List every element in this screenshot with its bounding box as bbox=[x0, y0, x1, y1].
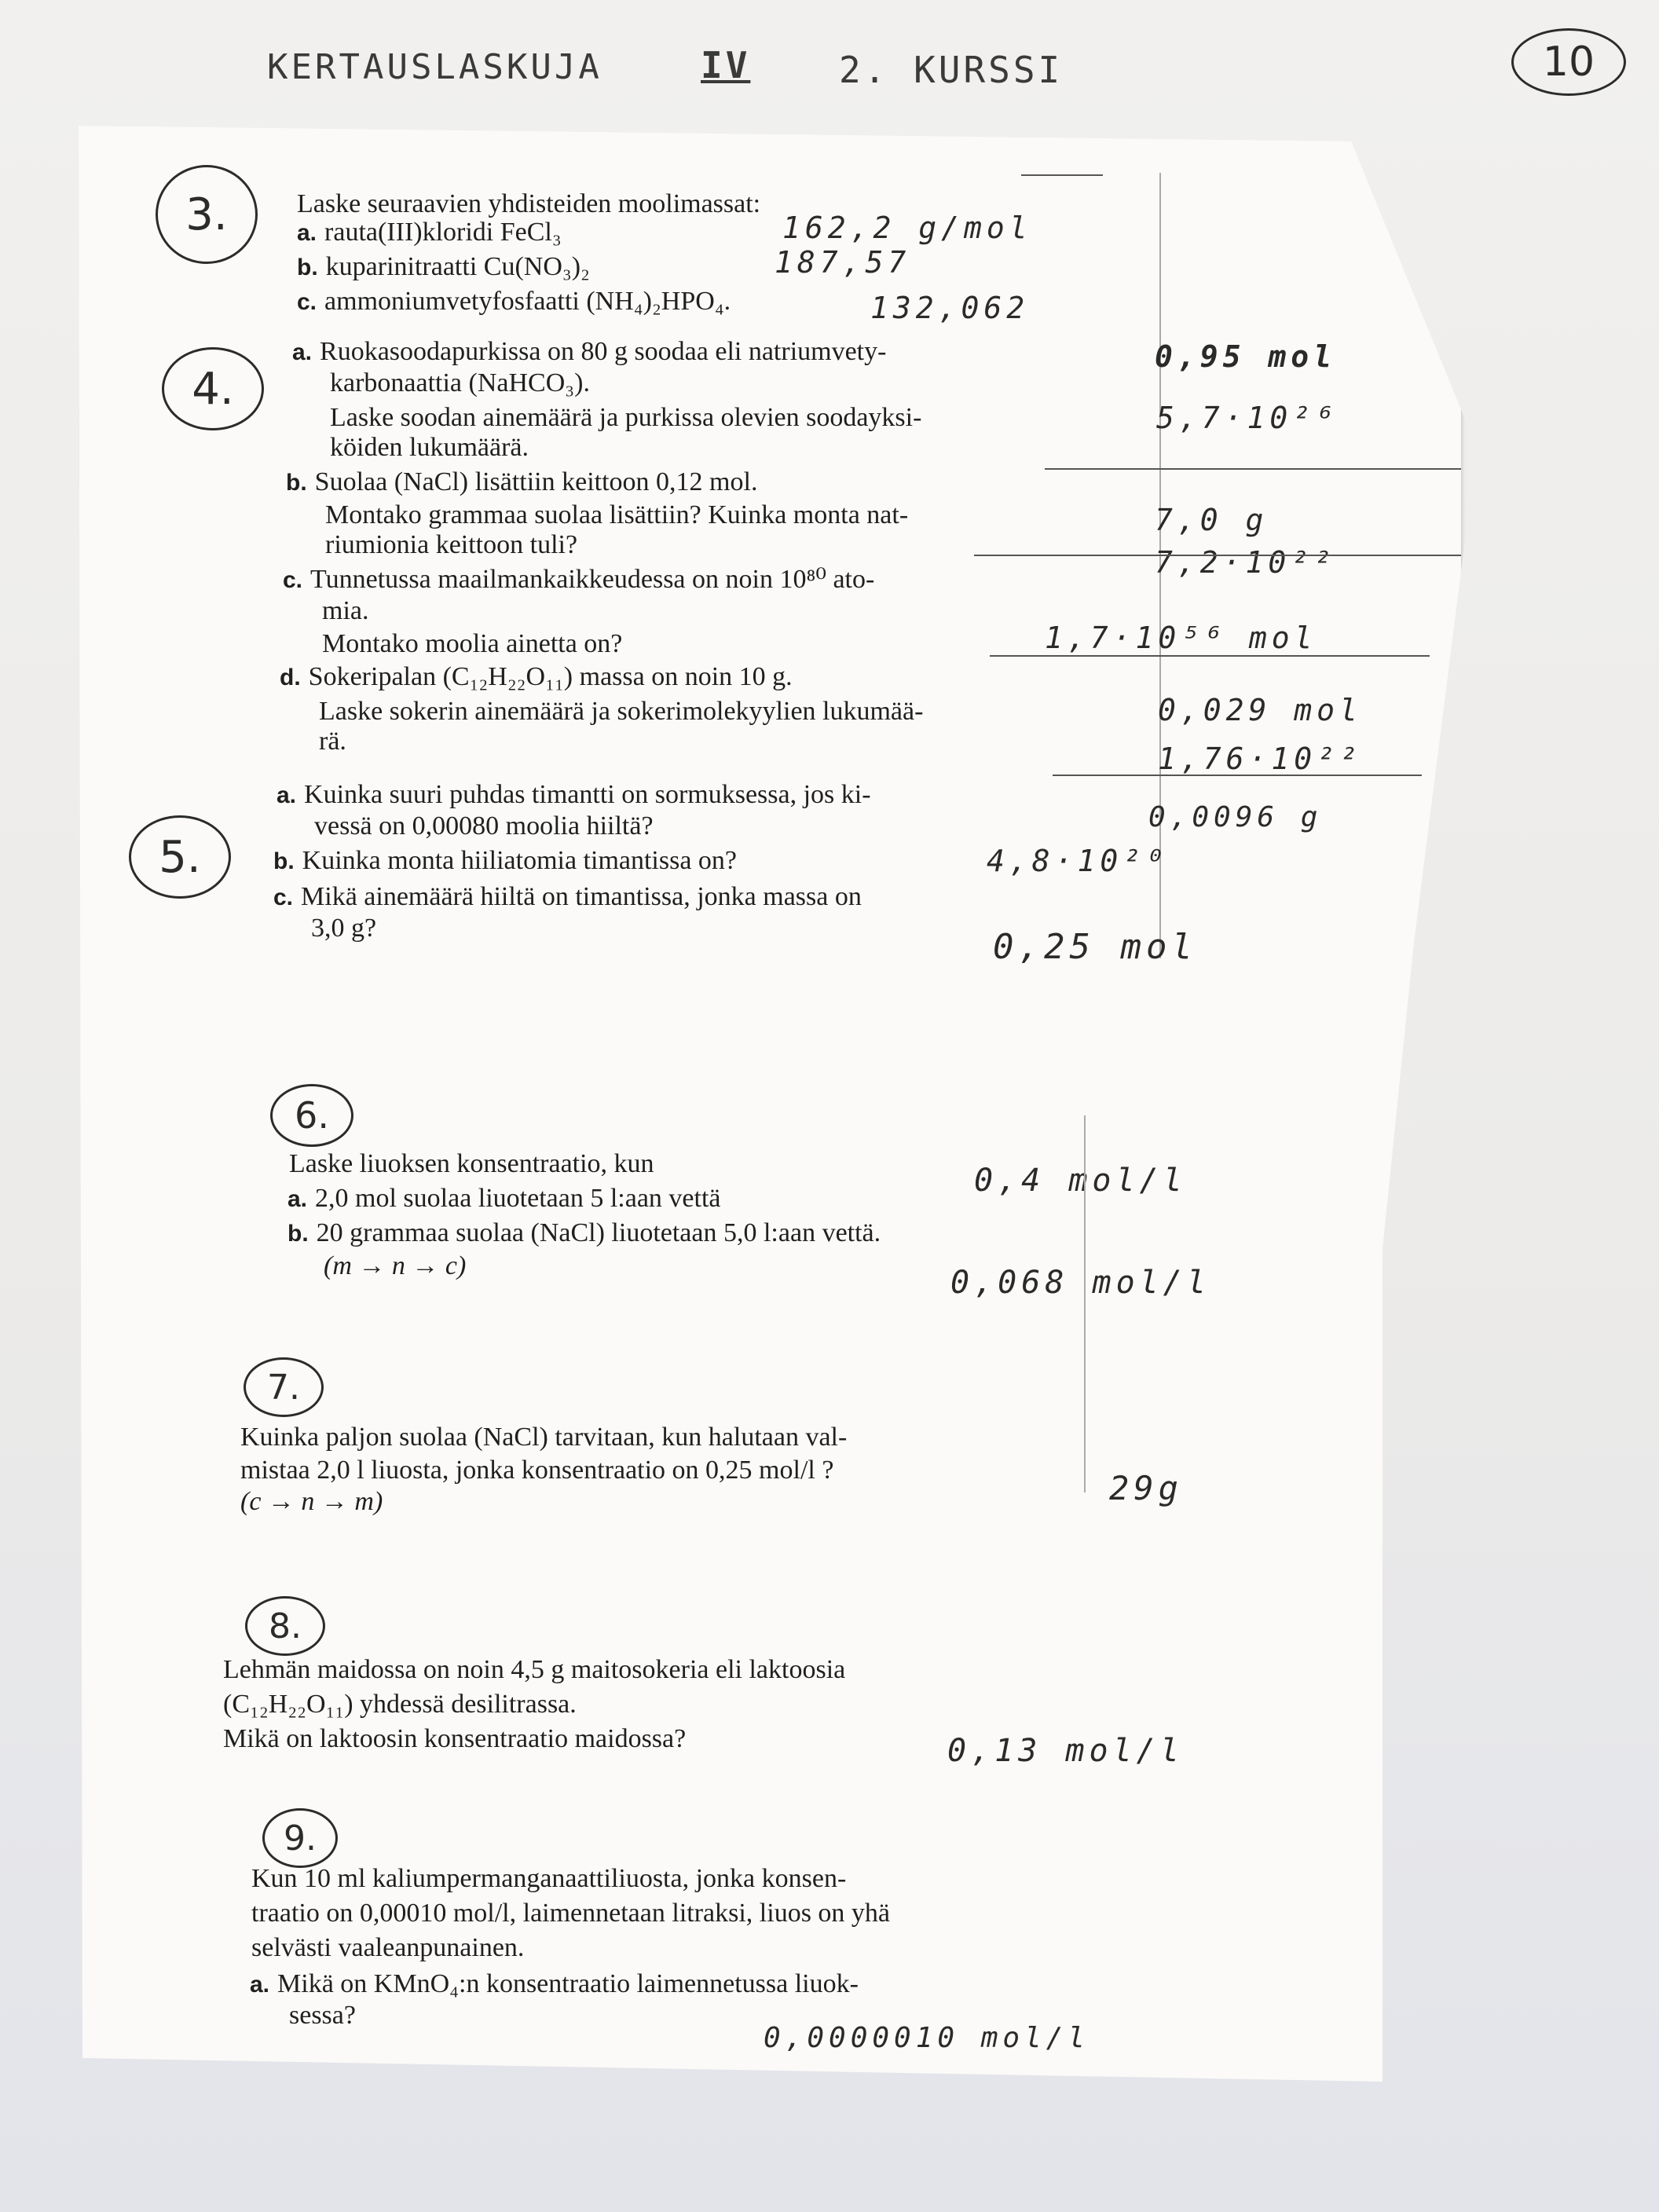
q3-a: a. rauta(III)kloridi FeCl₃ bbox=[297, 218, 562, 247]
question-7-number: 7. bbox=[244, 1357, 324, 1417]
q6-a-answer: 0,4 mol/l bbox=[974, 1163, 1187, 1199]
q9-a-line1: a. Mikä on KMnO₄:n konsentraatio laimennetussa liuok- bbox=[250, 1969, 859, 1998]
q4-b-line3: riumionia keittoon tuli? bbox=[325, 530, 578, 559]
q4-a-line4: köiden lukumäärä. bbox=[330, 433, 529, 462]
q5-c-answer: 0,25 mol bbox=[993, 927, 1197, 967]
q7-line1: Kuinka paljon suolaa (NaCl) tarvitaan, kun halutaan val- bbox=[240, 1423, 848, 1452]
q5-a-answer: 0,0096 g bbox=[1148, 801, 1323, 833]
q4-b-answer-2: 7,2·10²² bbox=[1155, 545, 1337, 580]
q6-a: a. 2,0 mol suolaa liuotetaan 5 l:aan vettä bbox=[287, 1184, 721, 1213]
q4-d-answer-1: 0,029 mol bbox=[1158, 693, 1362, 727]
q3-a-answer: 162,2 g/mol bbox=[782, 211, 1032, 245]
header-title-right: 2. KURSSI bbox=[839, 49, 1064, 91]
question-9-number: 9. bbox=[262, 1808, 338, 1868]
q4-d-line3: rä. bbox=[319, 727, 346, 756]
header-title-left: KERTAUSLASKUJA bbox=[267, 47, 602, 87]
q5-a-line2: vessä on 0,00080 moolia hiiltä? bbox=[314, 811, 654, 840]
q9-a-line2: sessa? bbox=[289, 2001, 356, 2030]
q4-c-rule bbox=[990, 655, 1430, 657]
q4-a-answer-2: 5,7·10²⁶ bbox=[1156, 401, 1339, 435]
q6-b-hint: (m → n → c) bbox=[324, 1251, 467, 1280]
q4-d-answer-2: 1,76·10²² bbox=[1158, 742, 1362, 776]
q9-line1: Kun 10 ml kaliumpermanganaattiliuosta, jonka konsen- bbox=[251, 1864, 847, 1893]
q3-b: b. kuparinitraatti Cu(NO₃)₂ bbox=[297, 252, 590, 281]
question-8-number: 8. bbox=[245, 1596, 325, 1656]
q6-b: b. 20 grammaa suolaa (NaCl) liuotetaan 5,0 l:aan vettä. bbox=[287, 1218, 881, 1247]
q8-line2: (C₁₂H₂₂O₁₁) yhdessä desilitrassa. bbox=[223, 1690, 577, 1719]
q4-c-line2: mia. bbox=[322, 596, 369, 625]
q8-answer: 0,13 mol/l bbox=[947, 1733, 1184, 1769]
q4-d-line1: d. Sokeripalan (C₁₂H₂₂O₁₁) massa on noin 10 g. bbox=[280, 662, 793, 691]
q8-line3: Mikä on laktoosin konsentraatio maidossa? bbox=[223, 1724, 687, 1753]
q4-b-rule bbox=[974, 555, 1461, 556]
header-title-roman: IV bbox=[701, 44, 751, 86]
q4-d-line2: Laske sokerin ainemäärä ja sokerimolekyylien lukumää- bbox=[319, 697, 924, 726]
q9-line2: traatio on 0,00010 mol/l, laimennetaan litraksi, liuos on yhä bbox=[251, 1899, 891, 1928]
q3-title: Laske seuraavien yhdisteiden moolimassat: bbox=[297, 189, 761, 218]
page-number: 10 bbox=[1511, 28, 1626, 96]
q4-b-line1: b. Suolaa (NaCl) lisättiin keittoon 0,12 mol. bbox=[286, 467, 758, 496]
q7-line2: mistaa 2,0 l liuosta, jonka konsentraatio on 0,25 mol/l ? bbox=[240, 1456, 834, 1485]
question-5-number: 5. bbox=[129, 815, 231, 899]
q4-b-answer-1: 7,0 g bbox=[1155, 503, 1269, 537]
q4-a-line2: karbonaattia (NaHCO₃). bbox=[330, 368, 590, 397]
q4-c-line1: c. Tunnetussa maailmankaikkeudessa on noin 10⁸⁰ ato- bbox=[283, 565, 875, 594]
q4-d-rule bbox=[1053, 775, 1422, 776]
q6-answer-line bbox=[1084, 1115, 1086, 1492]
q3-c: c. ammoniumvetyfosfaatti (NH₄)₂HPO₄. bbox=[297, 287, 731, 316]
q9-line3: selvästi vaaleanpunainen. bbox=[251, 1933, 525, 1962]
q9-a-answer: 0,0000010 mol/l bbox=[764, 2022, 1090, 2054]
q5-b: b. Kuinka monta hiiliatomia timantissa on? bbox=[273, 846, 738, 875]
q5-b-answer: 4,8·10²⁰ bbox=[987, 844, 1169, 878]
q6-b-answer: 0,068 mol/l bbox=[950, 1265, 1210, 1301]
q4-a-rule bbox=[1045, 468, 1461, 470]
q3-b-answer: 187,57 bbox=[775, 245, 911, 280]
q5-c-line2: 3,0 g? bbox=[311, 914, 377, 943]
q7-line3: (c → n → m) bbox=[240, 1487, 383, 1516]
q4-a-line1: a. Ruokasoodapurkissa on 80 g soodaa eli natriumvety- bbox=[292, 337, 887, 366]
top-rule bbox=[1021, 174, 1103, 176]
q7-answer: 29g bbox=[1109, 1469, 1183, 1507]
q4-a-answer-1: 0,95 mol bbox=[1155, 339, 1337, 374]
q4-a-line3: Laske soodan ainemäärä ja purkissa olevien soodayksi- bbox=[330, 403, 922, 432]
q4-c-answer: 1,7·10⁵⁶ mol bbox=[1045, 621, 1317, 655]
q6-title: Laske liuoksen konsentraatio, kun bbox=[289, 1149, 654, 1178]
question-3-number: 3. bbox=[156, 165, 258, 264]
q4-c-line3: Montako moolia ainetta on? bbox=[322, 629, 623, 658]
q5-c-line1: c. Mikä ainemäärä hiiltä on timantissa, jonka massa on bbox=[273, 882, 862, 911]
q4-b-line2: Montako grammaa suolaa lisättiin? Kuinka monta nat- bbox=[325, 500, 909, 529]
q3-c-answer: 132,062 bbox=[870, 291, 1030, 325]
question-4-number: 4. bbox=[162, 347, 264, 430]
question-6-number: 6. bbox=[270, 1084, 353, 1147]
q5-a-line1: a. Kuinka suuri puhdas timantti on sormuksessa, jos ki- bbox=[276, 780, 871, 809]
q8-line1: Lehmän maidossa on noin 4,5 g maitosokeria eli laktoosia bbox=[223, 1655, 846, 1684]
